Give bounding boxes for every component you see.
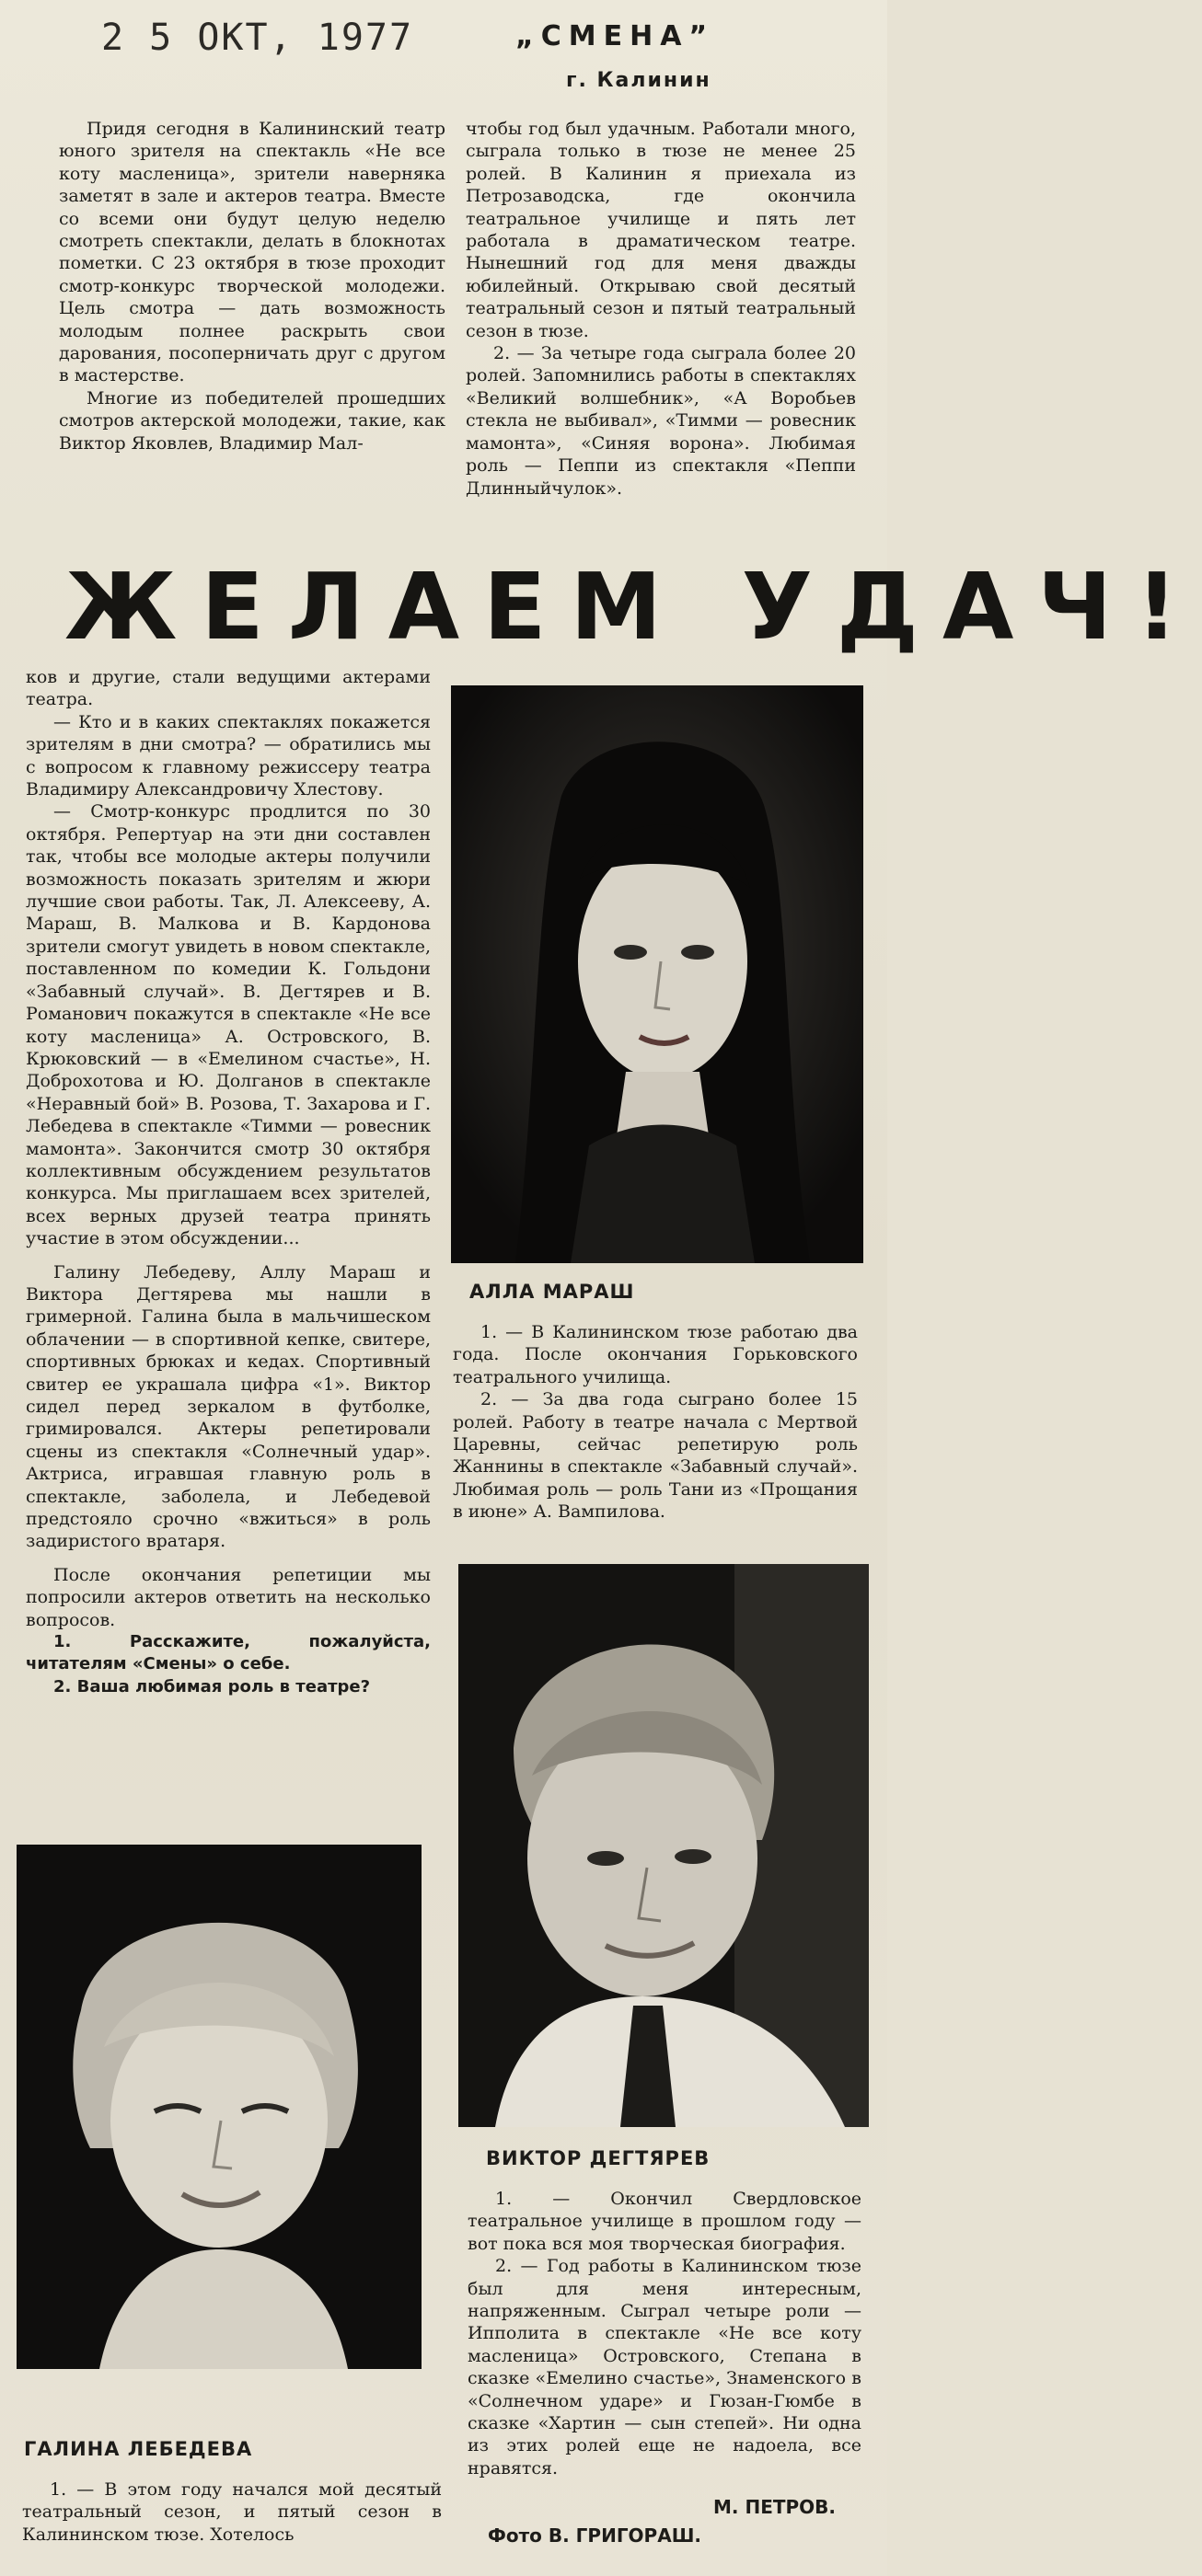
caption-viktor-degtyarev: ВИКТОР ДЕГТЯРЕВ — [486, 2147, 711, 2169]
headline: ЖЕЛАЕМ УДАЧ! — [64, 553, 1202, 661]
photo-galina-lebedeva — [17, 1845, 422, 2369]
photo-viktor-degtyarev — [458, 1564, 869, 2127]
paragraph: После окончания репетиции мы попросили актеров ответить на несколько вопросов. — [26, 1564, 431, 1630]
answer: 1. — В этом году начался мой десятый театральный сезон, и пятый сезон в Калининском тюзе. Хотелось — [22, 2479, 442, 2545]
article-column-top-right — [466, 118, 856, 500]
paragraph: — Кто и в каких спектаклях покажется зрителям в дни смотра? — обратились мы с вопросом к главному режиссеру театра Владимиру Александровичу Хлестову. — [26, 711, 431, 800]
article-column-top-left — [59, 118, 445, 454]
answers-viktor-degtyarev — [468, 2188, 861, 2479]
photo-credit: Фото В. ГРИГОРАШ. — [488, 2524, 702, 2547]
date-stamp: 2 5 ОКТ, 1977 — [101, 17, 414, 59]
answer: 1. — В Калининском тюзе работаю два года. После окончания Горьковского театрального училища. — [453, 1322, 858, 1387]
answer: 2. — Год работы в Калининском тюзе был для меня интересным, напряженным. Сыграл четыре роли — Ипполита в спектакле «Не все коту масленица» Островского, Степана в сказке «Емелино счастье», Знаменского в «Солнечном ударе» и Гюзан-Гюмбе в сказке «Хартин — сын степей». Ни одна из этих ролей еще не надоела, все нравятся. — [468, 2256, 861, 2478]
article-column-bottom-left — [26, 666, 431, 1698]
paragraph: ков и другие, стали ведущими актерами театра. — [26, 667, 431, 710]
paragraph: Галину Лебедеву, Аллу Мараш и Виктора Дегтярева мы нашли в гримерной. Галина была в мальчишеском облачении — в спортивной кепке, свитере, спортивных брюках и кедах. Спортивный свитер ее украшала цифра «1». Виктор сидел перед зеркалом в футболке, гримировался. Актеры репетировали сцены из спектакля «Солнечный удар». Актриса, игравшая главную роль в спектакле, заболела, и Лебедевой предстояло срочно «вжиться» в роль задиристого вратаря. — [26, 1261, 431, 1552]
photo-alla-marash — [451, 685, 863, 1263]
caption-galina-lebedeva: ГАЛИНА ЛЕБЕДЕВА — [24, 2438, 253, 2460]
answer: 1. — Окончил Свердловское театральное училище в прошлом году — вот пока вся моя творческая биография. — [468, 2189, 861, 2254]
paragraph: чтобы год был удачным. Работали много, сыграла только в тюзе не менее 25 ролей. В Калинин я приехала из Петрозаводска, где окончила театральное училище и пять лет работала в драматическом театре. Нынешний год для меня дважды юбилейный. Открываю свой десятый театральный сезон и пятый театральный сезон в тюзе. — [466, 119, 856, 341]
answers-galina-lebedeva — [22, 2478, 442, 2546]
paragraph: Придя сегодня в Калининский театр юного зрителя на спектакль «Не все коту масленица», зрители наверняка заметят в зале и актеров театра. Вместе со всеми они будут целую неделю смотреть спектакли, делать в блокнотах пометки. С 23 октября в тюзе проходит смотр-конкурс творческой молодежи. Цель смотра — дать возможность молодым полнее раскрыть свои дарования, посоперничать друг с другом в мастерстве. — [59, 119, 445, 386]
newspaper-city: г. Калинин — [566, 69, 711, 92]
portrait-photo — [458, 1564, 869, 2127]
answer: 2. — За два года сыграно более 15 ролей. Работу в театре начала с Мертвой Царевны, сейчас репетирую роль Жаннины в спектакле «Забавный случай». Любимая роль — роль Тани из «Прощания в июне» А. Вампилова. — [453, 1389, 858, 1523]
caption-alla-marash: АЛЛА МАРАШ — [469, 1281, 635, 1303]
answers-alla-marash — [453, 1321, 858, 1524]
paragraph: Многие из победителей прошедших смотров актерской молодежи, такие, как Виктор Яковлев, Владимир Мал- — [59, 387, 445, 454]
paragraph: 2. — За четыре года сыграла более 20 ролей. Запомнились работы в спектаклях «Великий волшебник», «А Воробьев стекла не выбивал», «Тимми — ровесник мамонта», «Синяя ворона». Любимая роль — Пеппи из спектакля «Пеппи Длинныйчулок». — [466, 343, 856, 499]
portrait-photo — [451, 685, 863, 1263]
newspaper-masthead: „СМЕНА” — [515, 20, 715, 52]
question-2: 2. Ваша любимая роль в театре? — [53, 1676, 371, 1696]
portrait-photo — [17, 1845, 422, 2369]
question-1: 1. Расскажите, пожалуйста, читателям «Смены» о себе. — [26, 1632, 431, 1674]
author-signature: М. ПЕТРОВ. — [713, 2496, 837, 2518]
paragraph: — Смотр-конкурс продлится по 30 октября. Репертуар на эти дни составлен так, чтобы все молодые актеры получили возможность показать зрителям и жюри лучшие свои работы. Так, Л. Алексееву, А. Мараш, В. Малкова и В. Кардонова зрители смогут увидеть в новом спектакле, поставленном по комедии К. Гольдони «Забавный случай». В. Дегтярев и В. Романович покажутся в спектакле «Не все коту масленица» А. Островского, В. Крюковский — в «Емелином счастье», Н. Доброхотова и Ю. Долганов в спектакле «Неравный бой» В. Розова, Т. Захарова и Г. Лебедева в спектакле «Тимми — ровесник мамонта». Закончится смотр 30 октября коллективным обсуждением результатов конкурса. Мы приглашаем всех зрителей, всех верных друзей театра принять участие в этом обсуждении... — [26, 801, 431, 1249]
